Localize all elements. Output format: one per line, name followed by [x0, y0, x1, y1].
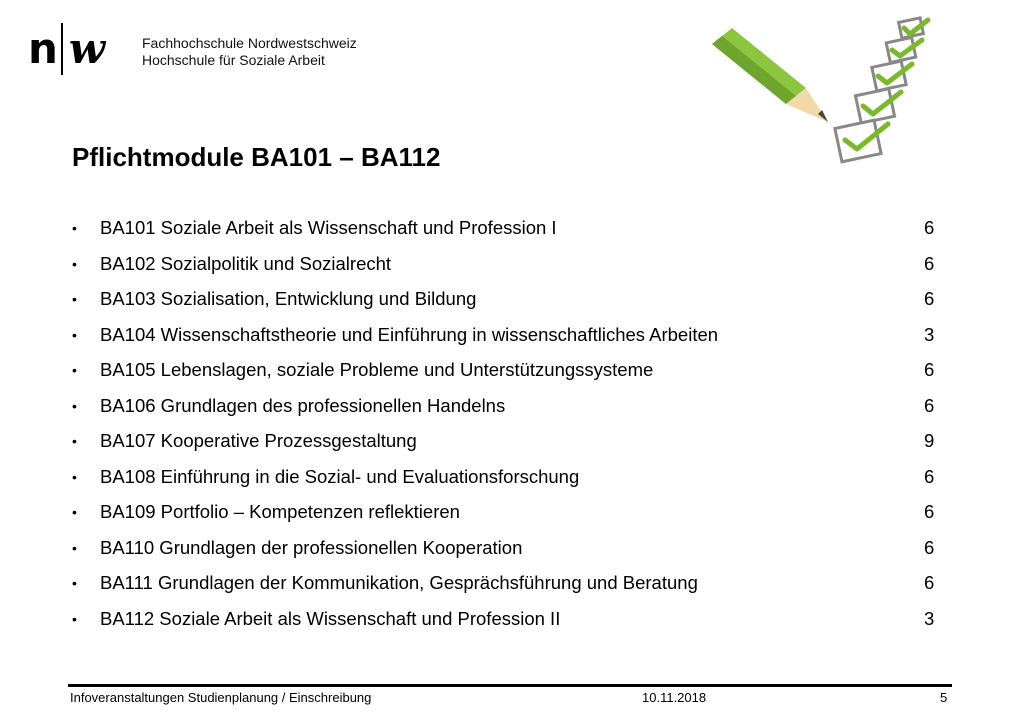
- list-item: [72, 392, 952, 428]
- bullet: •: [72, 575, 77, 591]
- list-item: [72, 498, 952, 534]
- list-item: [72, 285, 952, 321]
- module-name: BA102 Sozialpolitik und Sozialrecht: [100, 252, 392, 274]
- module-name: BA112 Soziale Arbeit als Wissenschaft und Profession II: [100, 607, 561, 629]
- list-item: [72, 534, 952, 570]
- bullet: •: [72, 362, 77, 378]
- module-credits: 3: [924, 323, 935, 345]
- bullet: •: [72, 220, 77, 236]
- page-number: 5: [940, 690, 948, 705]
- module-name: BA105 Lebenslagen, soziale Probleme und Unterstützungssysteme: [100, 359, 654, 380]
- page-title: Pflichtmodule BA101 – BA112: [72, 142, 441, 172]
- module-name: BA110 Grundlagen der professionellen Kooperation: [100, 536, 523, 558]
- module-credits: 6: [924, 288, 935, 309]
- pencil-checklist-icon: [708, 16, 948, 186]
- module-credits: 6: [924, 394, 935, 416]
- list-item: [72, 356, 952, 392]
- footer-divider: [68, 684, 952, 687]
- module-name: BA106 Grundlagen des professionellen Handelns: [100, 394, 506, 416]
- bullet: •: [72, 433, 77, 449]
- fhnw-logo: [28, 18, 388, 80]
- list-item: [72, 569, 952, 605]
- bullet: •: [72, 326, 77, 343]
- list-item: [72, 250, 952, 286]
- footer-title: Infoveranstaltungen Studienplanung / Einschreibung: [70, 690, 372, 705]
- logo-text: [142, 35, 357, 69]
- bullet: •: [72, 610, 77, 627]
- module-name: BA104 Wissenschaftstheorie und Einführung in wissenschaftliches Arbeiten: [100, 323, 719, 345]
- logo-mark: [28, 18, 105, 80]
- bullet: •: [72, 539, 77, 556]
- list-item: [72, 427, 952, 463]
- module-credits: 6: [924, 572, 935, 593]
- checkbox-5: [835, 120, 881, 162]
- module-name: BA101 Soziale Arbeit als Wissenschaft und Profession I: [100, 217, 557, 238]
- logo-mark-w: w: [68, 24, 106, 73]
- module-credits: 6: [924, 217, 935, 238]
- module-credits: 6: [924, 465, 935, 487]
- module-name: BA107 Kooperative Prozessgestaltung: [100, 430, 417, 451]
- module-name: BA103 Sozialisation, Entwicklung und Bildung: [100, 288, 477, 309]
- bullet: •: [72, 255, 77, 272]
- bullet: •: [72, 291, 77, 307]
- bullet: •: [72, 468, 77, 485]
- module-name: BA108 Einführung in die Sozial- und Evaluationsforschung: [100, 465, 580, 487]
- logo-line-2: Hochschule für Soziale Arbeit: [142, 52, 325, 68]
- bullet: •: [72, 504, 77, 520]
- module-credits: 3: [924, 607, 935, 629]
- list-item: [72, 605, 952, 641]
- module-credits: 6: [924, 536, 935, 558]
- module-credits: 6: [924, 359, 935, 380]
- bullet: •: [72, 397, 77, 414]
- module-list: [72, 214, 952, 640]
- module-credits: 6: [924, 252, 935, 274]
- logo-mark-n: n: [28, 24, 57, 73]
- footer-date: 10.11.2018: [642, 690, 707, 705]
- module-name: BA111 Grundlagen der Kommunikation, Gesprächsführung und Beratung: [100, 572, 698, 593]
- logo-line-1: Fachhochschule Nordwestschweiz: [142, 35, 357, 51]
- logo-divider: [61, 23, 63, 75]
- module-credits: 9: [924, 430, 935, 451]
- list-item: [72, 463, 952, 499]
- module-credits: 6: [924, 501, 935, 522]
- list-item: [72, 214, 952, 250]
- list-item: [72, 321, 952, 357]
- pencil-icon: [712, 28, 828, 122]
- module-name: BA109 Portfolio – Kompetenzen reflektieren: [100, 501, 460, 522]
